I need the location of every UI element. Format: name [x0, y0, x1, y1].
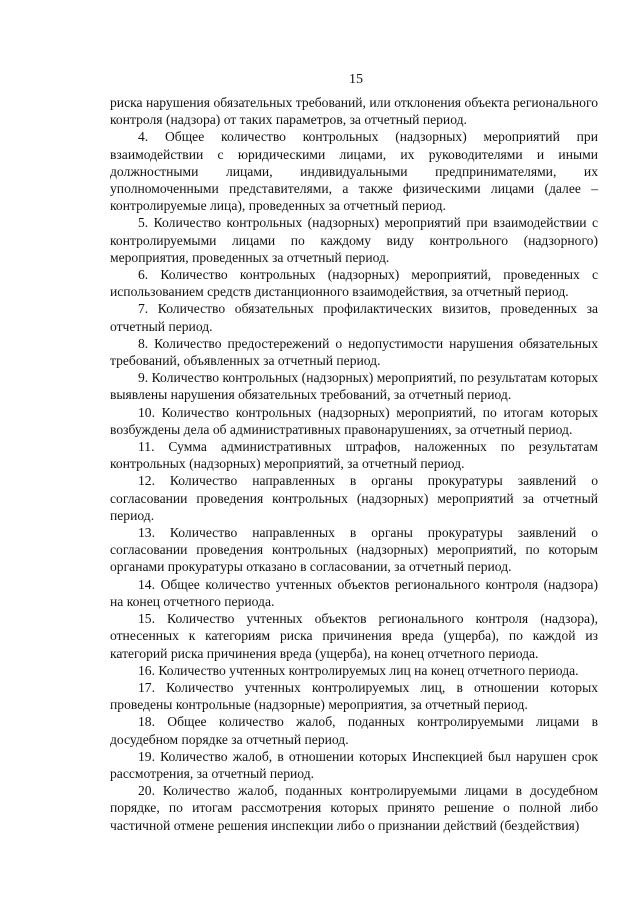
paragraph-item-17: 17. Количество учтенных контролируемых лиц, в отношении которых проведены контрольные (надзорные) мероприятия, за отчетный период. [110, 679, 598, 713]
paragraph-item-12: 12. Количество направленных в органы прокуратуры заявлений о согласовании проведения контрольных (надзорных) мероприятий за отчетный период. [110, 473, 598, 523]
paragraph-item-8: 8. Количество предостережений о недопустимости нарушения обязательных требований, объявленных за отчетный период. [110, 335, 598, 369]
paragraph-item-9: 9. Количество контрольных (надзорных) мероприятий, по результатам которых выявлены нарушения обязательных требований, за отчетный период. [110, 370, 598, 403]
paragraph-item-20: 20. Количество жалоб, поданных контролируемыми лицами в досудебном порядке, по итогам рассмотрения которых принято решение о полной либо частичной отмене решения инспекции либо о признании действий (бездействия) [110, 783, 598, 833]
paragraph-item-5: 5. Количество контрольных (надзорных) мероприятий при взаимодействии с контролируемыми лицами по каждому виду контрольного (надзорного) мероприятия, проведенных за отчетный период. [110, 215, 598, 265]
paragraph-item-7: 7. Количество обязательных профилактических визитов, проведенных за отчетный период. [110, 301, 598, 334]
paragraph-item-19: 19. Количество жалоб, в отношении которых Инспекцией был нарушен срок рассмотрения, за отчетный период. [110, 748, 598, 781]
paragraph-item-16: 16. Количество учтенных контролируемых лиц на конец отчетного периода. [138, 662, 579, 678]
paragraph-item-13: 13. Количество направленных в органы прокуратуры заявлений о согласовании проведения контрольных (надзорных) мероприятий, по которым органами прокуратуры отказано в согласовании, за отчетный период. [110, 525, 598, 575]
paragraph-continuation: риска нарушения обязательных требований, или отклонения объекта регионального контроля (надзора) от таких параметров, за отчетный период. [110, 95, 598, 128]
paragraph-item-10: 10. Количество контрольных (надзорных) мероприятий, по итогам которых возбуждены дела об административных правонарушениях, за отчетный период. [110, 404, 598, 437]
paragraph-item-15: 15. Количество учтенных объектов регионального контроля (надзора), отнесенных к категориям риска причинения вреда (ущерба), по каждой из категорий риска причинения вреда (ущерба), на конец отчетного периода. [110, 611, 598, 661]
paragraph-item-18: 18. Общее количество жалоб, поданных контролируемыми лицами в досудебном порядке за отчетный период. [110, 714, 598, 747]
paragraph-item-4: 4. Общее количество контрольных (надзорных) мероприятий при взаимодействии с юридическими лицами, их руководителями и иными должностными лицами, индивидуальными предпринимателями, их уполномоченными представителями, а также физическими лицами (далее – контролируемые лица), проведенных за отчетный период. [110, 129, 598, 214]
paragraph-item-11: 11. Сумма административных штрафов, наложенных по результатам контрольных (надзорных) мероприятий, за отчетный период. [110, 439, 598, 472]
document-body [110, 94, 598, 834]
paragraph-item-14: 14. Общее количество учтенных объектов регионального контроля (надзора) на конец отчетного периода. [110, 576, 598, 609]
paragraph-item-6: 6. Количество контрольных (надзорных) мероприятий, проведенных с использованием средств дистанционного взаимодействия, за отчетный период. [110, 267, 598, 300]
page-number: 15 [349, 72, 363, 87]
